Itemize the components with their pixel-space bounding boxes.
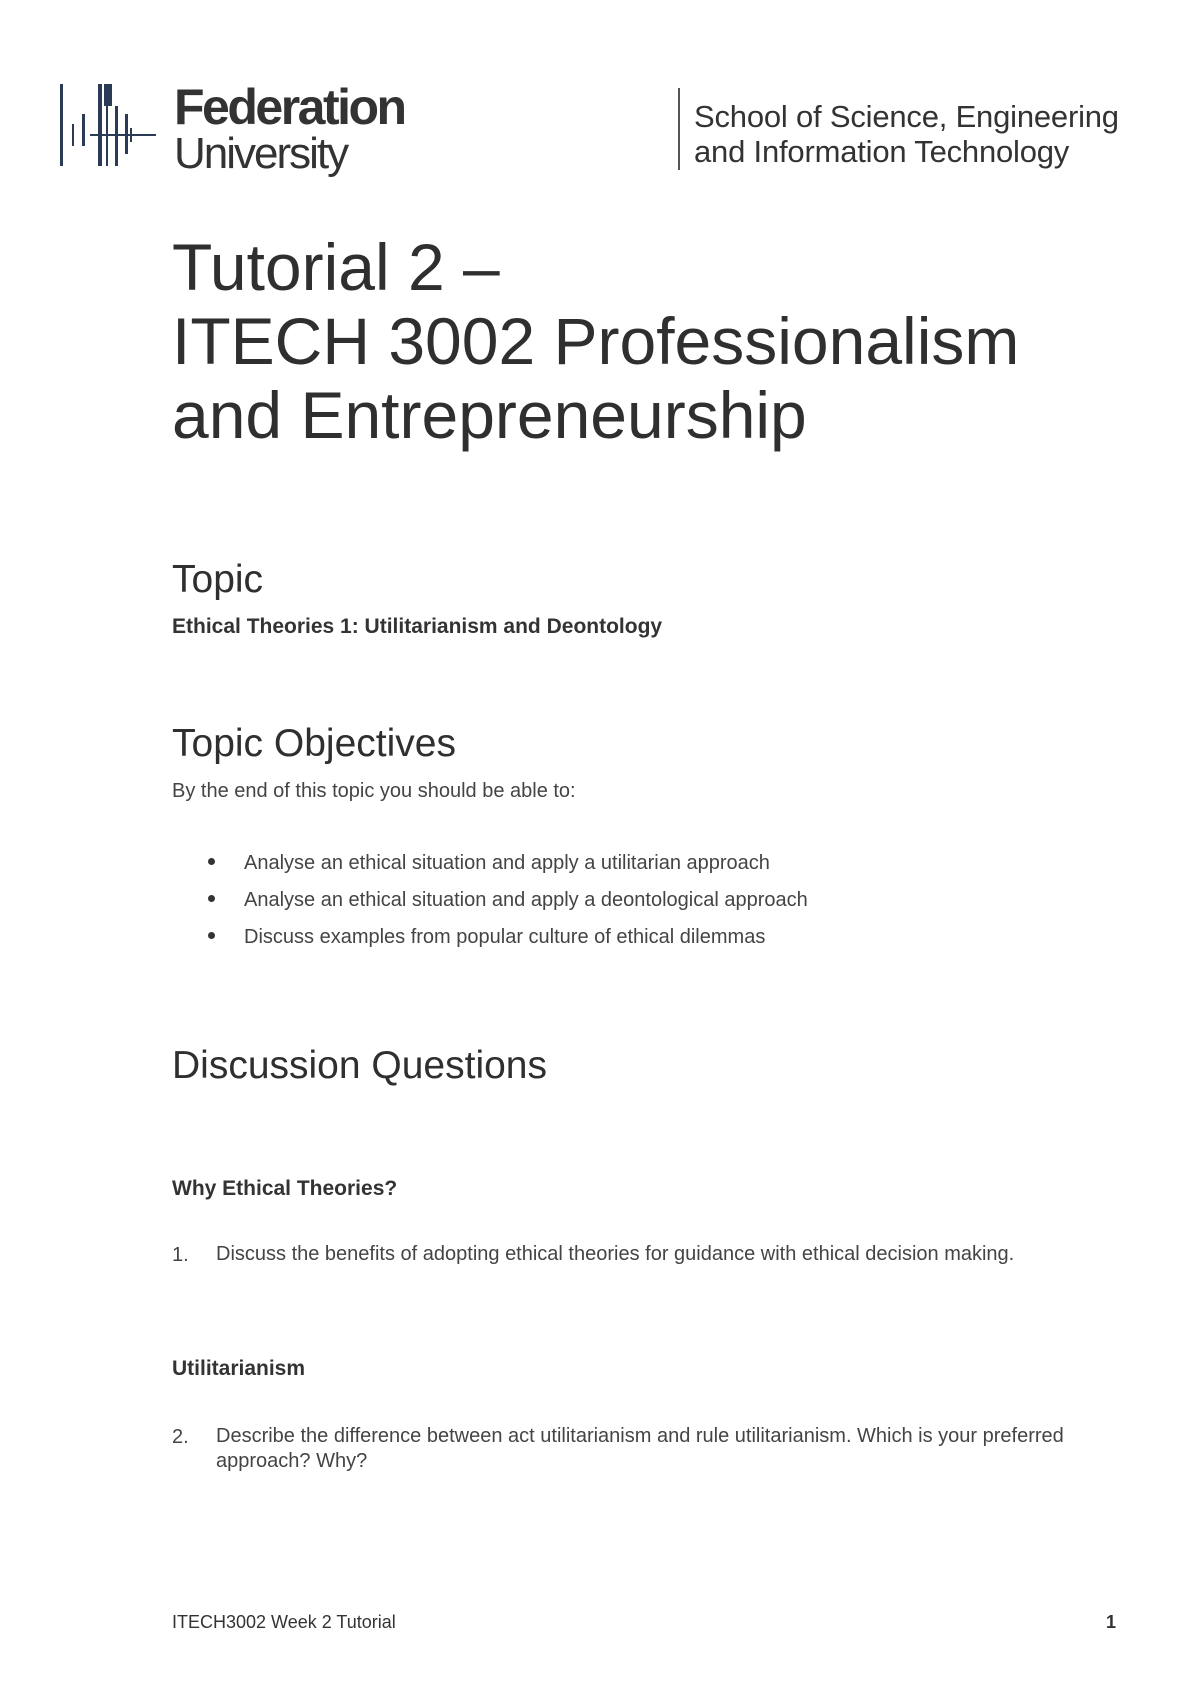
school-name-line-1: School of Science, Engineering — [694, 99, 1119, 134]
document-title — [172, 230, 1019, 452]
objectives-list — [200, 852, 808, 963]
list-item — [200, 926, 808, 963]
bullet-icon — [208, 858, 215, 865]
topic-heading: Topic — [172, 558, 264, 601]
bullet-icon — [208, 932, 215, 939]
logo-wordmark-federation: Federation — [174, 79, 405, 135]
question-number: 2. — [172, 1426, 189, 1448]
header-divider — [678, 88, 680, 170]
title-line-3: and Entrepreneurship — [172, 378, 807, 452]
section-title-utilitarianism: Utilitarianism — [172, 1357, 306, 1380]
list-item — [200, 889, 808, 926]
section-title-why-ethical-theories: Why Ethical Theories? — [172, 1177, 398, 1200]
objectives-heading: Topic Objectives — [172, 722, 456, 765]
title-line-1: Tutorial 2 – — [172, 230, 500, 304]
question-number: 1. — [172, 1244, 189, 1266]
discussion-heading: Discussion Questions — [172, 1044, 547, 1087]
footer-document-name: ITECH3002 Week 2 Tutorial — [172, 1612, 396, 1632]
topic-subtitle: Ethical Theories 1: Utilitarianism and Deontology — [172, 615, 663, 638]
footer-page-number: 1 — [1106, 1612, 1117, 1632]
logo-wordmark-university: University — [174, 129, 348, 178]
objective-text: Discuss examples from popular culture of ethical dilemmas — [244, 926, 766, 948]
question-text: Describe the difference between act utilitarianism and rule utilitarianism. Which is your preferred approach? Why? — [216, 1425, 1064, 1472]
university-logo-mark-icon — [60, 84, 170, 176]
objective-text: Analyse an ethical situation and apply a utilitarian approach — [244, 852, 770, 874]
objectives-intro: By the end of this topic you should be able to: — [172, 780, 576, 802]
list-item — [200, 852, 808, 889]
title-line-2: ITECH 3002 Professionalism — [172, 304, 1020, 378]
school-name-line-2: and Information Technology — [694, 134, 1070, 169]
bullet-icon — [208, 895, 215, 902]
objective-text: Analyse an ethical situation and apply a deontological approach — [244, 889, 808, 911]
question-text: Discuss the benefits of adopting ethical theories for guidance with ethical decision making. — [216, 1243, 1015, 1265]
